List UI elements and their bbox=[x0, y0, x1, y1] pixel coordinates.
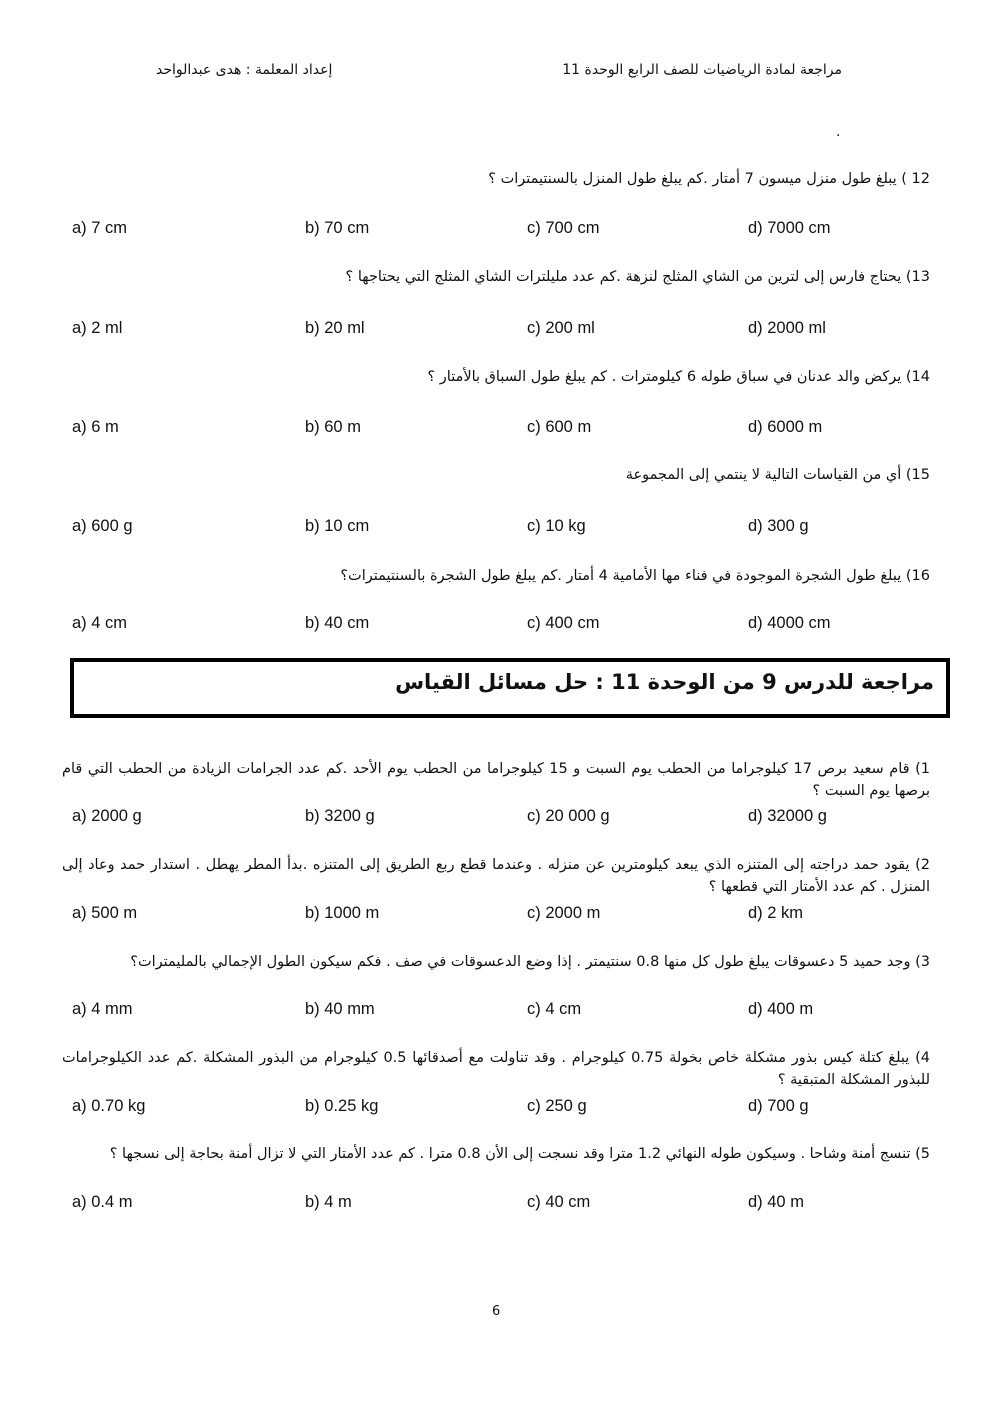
option-p4-a: a) 0.70 kg bbox=[72, 1097, 146, 1115]
option-13-a: a) 2 ml bbox=[72, 319, 123, 337]
question-13: 13) يحتاج فارس إلى لترين من الشاي المثلج لنزهة .كم عدد مليلترات الشاي المثلج التي يحتاجها ؟ bbox=[345, 269, 930, 285]
option-p3-d: d) 400 m bbox=[748, 1000, 814, 1018]
option-16-d: d) 4000 cm bbox=[748, 614, 831, 632]
problem-1: 1) قام سعيد برص 17 كيلوجراما من الحطب يوم السبت و 15 كيلوجراما من الحطب يوم الأحد .كم عدد الجرامات الزيادة من الحطب التي قام برصها يوم السبت ؟ bbox=[62, 761, 930, 799]
option-12-a: a) 7 cm bbox=[72, 219, 128, 237]
option-p4-d: d) 700 g bbox=[748, 1097, 809, 1115]
option-p1-a: a) 2000 g bbox=[72, 807, 142, 825]
problem-3: 3) وجد حميد 5 دعسوقات يبلغ طول كل منها 0.8 سنتيمتر . إذا وضع الدعسوقات في صف . فكم سيكون الطول الإجمالي بالمليمترات؟ bbox=[130, 954, 930, 970]
option-16-b: b) 40 cm bbox=[305, 614, 370, 632]
option-14-a: a) 6 m bbox=[72, 418, 119, 436]
author-credit: إعداد المعلمة : هدى عبدالواحد bbox=[156, 62, 333, 78]
option-12-b: b) 70 cm bbox=[305, 219, 370, 237]
option-14-d: d) 6000 m bbox=[748, 418, 823, 436]
question-14: 14) يركض والد عدنان في سباق طوله 6 كيلومترات . كم يبلغ طول السباق بالأمتار ؟ bbox=[427, 369, 930, 385]
option-p1-b: b) 3200 g bbox=[305, 807, 375, 825]
option-12-d: d) 7000 cm bbox=[748, 219, 831, 237]
option-p5-d: d) 40 m bbox=[748, 1193, 804, 1211]
option-p1-d: d) 32000 g bbox=[748, 807, 827, 825]
option-14-c: c) 600 m bbox=[527, 418, 592, 436]
page-number: 6 bbox=[492, 1304, 501, 1319]
problem-4: 4) يبلغ كتلة كيس بذور مشكلة خاص بخولة 0.75 كيلوجرام . وقد تناولت مع أصدقائها 0.5 كيلوجرام من البذور المشكلة .كم عدد الكيلوجرامات للبذور المشكلة المتبقية ؟ bbox=[62, 1050, 930, 1088]
option-p4-b: b) 0.25 kg bbox=[305, 1097, 379, 1115]
option-16-c: c) 400 cm bbox=[527, 614, 600, 632]
option-16-a: a) 4 cm bbox=[72, 614, 128, 632]
section-heading: مراجعة للدرس 9 من الوحدة 11 : حل مسائل القياس bbox=[395, 670, 934, 694]
option-p3-b: b) 40 mm bbox=[305, 1000, 375, 1018]
section-heading-box bbox=[70, 658, 950, 718]
option-15-d: d) 300 g bbox=[748, 517, 809, 535]
option-15-c: c) 10 kg bbox=[527, 517, 586, 535]
option-15-a: a) 600 g bbox=[72, 517, 133, 535]
question-16: 16) يبلغ طول الشجرة الموجودة في فناء مها الأمامية 4 أمتار .كم يبلغ طول الشجرة بالسنتيمترات؟ bbox=[340, 568, 930, 584]
question-15: 15) أي من القياسات التالية لا ينتمي إلى المجموعة bbox=[625, 467, 930, 483]
option-14-b: b) 60 m bbox=[305, 418, 361, 436]
stray-dot: . bbox=[836, 124, 841, 140]
option-p2-b: b) 1000 m bbox=[305, 904, 380, 922]
document-title: مراجعة لمادة الرياضيات للصف الرابع الوحدة 11 bbox=[562, 62, 842, 78]
option-p2-d: d) 2 km bbox=[748, 904, 804, 922]
option-p4-c: c) 250 g bbox=[527, 1097, 587, 1115]
option-p5-c: c) 40 cm bbox=[527, 1193, 591, 1211]
option-p3-a: a) 4 mm bbox=[72, 1000, 133, 1018]
option-12-c: c) 700 cm bbox=[527, 219, 600, 237]
option-p5-b: b) 4 m bbox=[305, 1193, 352, 1211]
option-p2-a: a) 500 m bbox=[72, 904, 138, 922]
option-p3-c: c) 4 cm bbox=[527, 1000, 582, 1018]
option-15-b: b) 10 cm bbox=[305, 517, 370, 535]
option-p5-a: a) 0.4 m bbox=[72, 1193, 133, 1211]
question-12: 12 ) يبلغ طول منزل ميسون 7 أمتار .كم يبلغ طول المنزل بالسنتيمترات ؟ bbox=[488, 171, 930, 187]
option-13-b: b) 20 ml bbox=[305, 319, 365, 337]
option-p1-c: c) 20 000 g bbox=[527, 807, 610, 825]
problem-5: 5) تنسج أمنة وشاحا . وسيكون طوله النهائي 1.2 مترا وقد نسجت إلى الأن 0.8 مترا . كم عدد الأمتار التي لا تزال أمنة بحاجة إلى نسجها ؟ bbox=[109, 1146, 930, 1162]
option-13-d: d) 2000 ml bbox=[748, 319, 826, 337]
problem-2: 2) يقود حمد دراجته إلى المتنزه الذي يبعد كيلومترين عن منزله . وعندما قطع ربع الطريق إلى المتنزه .بدأ المطر يهطل . استدار حمد وعاد إلى المنزل . كم عدد الأمتار التي قطعها ؟ bbox=[62, 857, 930, 895]
option-13-c: c) 200 ml bbox=[527, 319, 595, 337]
option-p2-c: c) 2000 m bbox=[527, 904, 601, 922]
